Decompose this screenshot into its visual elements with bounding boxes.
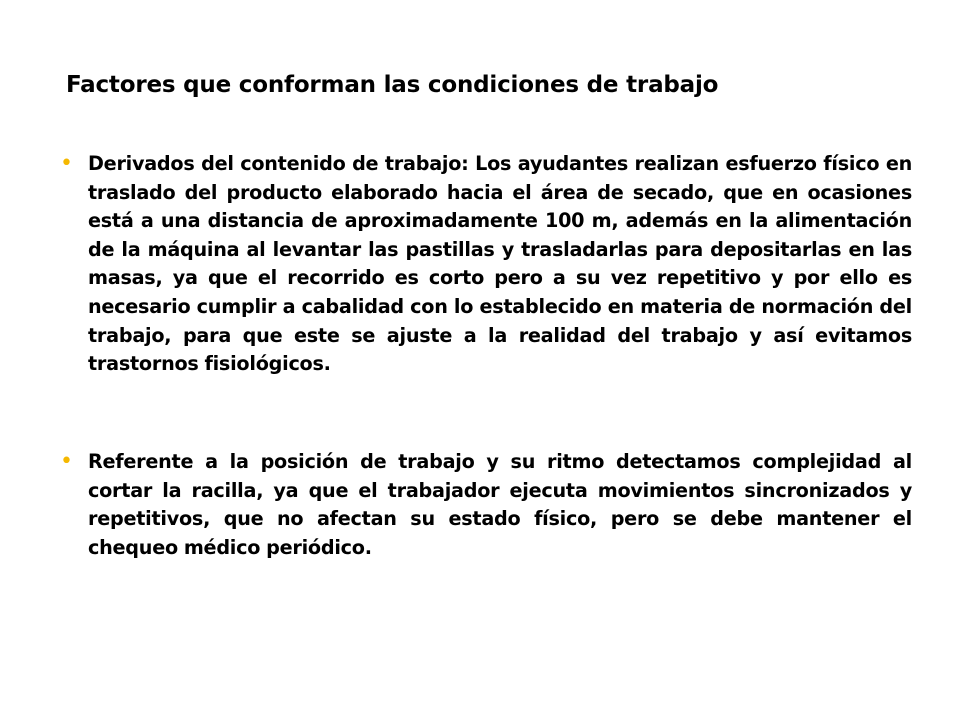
bullet-text-posture-rhythm: Referente a la posición de trabajo y su ritmo detectamos complejidad al cortar la racilla, ya que el trabajador ejecuta movimientos sincronizados y repetitivos, que no afectan su estado físico, pero se debe mantener el chequeo médico periódico. [88,450,912,559]
bullet-dot-icon: • [60,449,73,474]
bullet-dot-icon: • [60,151,73,176]
bullet-text-workload: Derivados del contenido de trabajo: Los ayudantes realizan esfuerzo físico en traslado del producto elaborado hacia el área de secado, que en ocasiones está a una distancia de aproximadamente 100 m, además en la alimentación de la máquina al levantar las pastillas y trasladarlas para depositarlas en las masas, ya que el recorrido es corto pero a su vez repetitivo y por ello es necesario cumplir a cabalidad con lo establecido en materia de normación del trabajo, para que este se ajuste a la realidad del trabajo y así evitamos trastornos fisiológicos. [88,152,912,376]
bullet-item-workload [60,150,912,379]
slide-title: Factores que conforman las condiciones de trabajo [66,72,719,98]
bullet-item-posture-rhythm [60,448,912,562]
